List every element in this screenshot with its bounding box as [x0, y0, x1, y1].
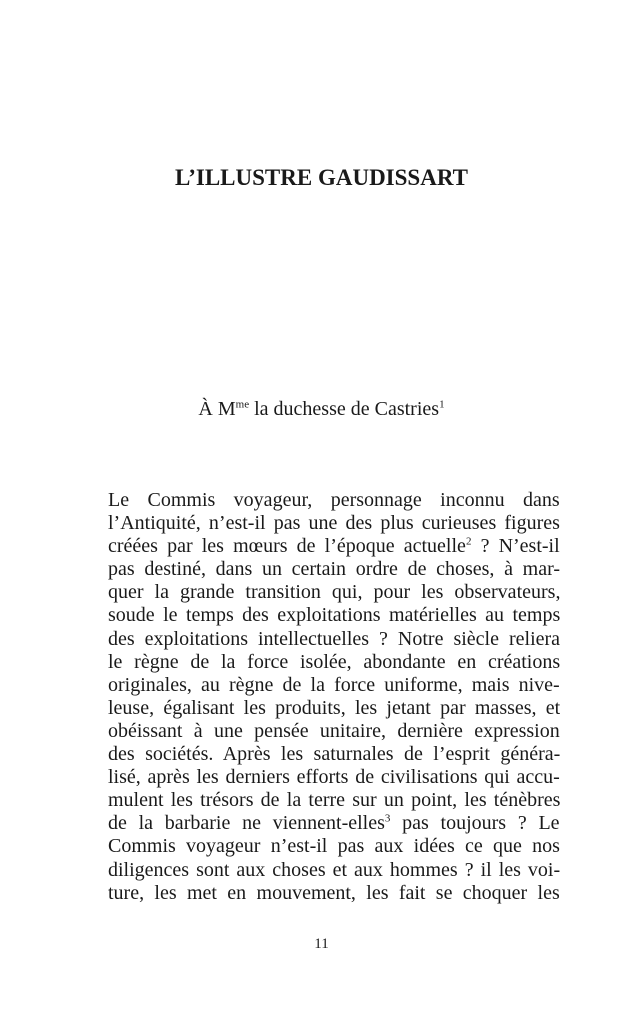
footnote-ref-2: 2	[465, 535, 472, 548]
text-line: lisé, après les derniers efforts de civilisations qui accu-	[108, 766, 560, 789]
footnote-ref-1: 1	[439, 398, 445, 411]
chapter-title: L’ILLUSTRE GAUDISSART	[175, 165, 468, 190]
text-line: diligences sont aux choses et aux hommes ? il les voi-	[108, 858, 560, 881]
dedication-superscript: me	[235, 398, 250, 411]
text-line: quer la grande transition qui, pour les observateurs,	[108, 581, 560, 604]
dedication-prefix: À M	[198, 398, 236, 420]
page-number: 11	[314, 936, 329, 952]
text-line: ture, les met en mouvement, les fait se choquer les	[108, 881, 560, 904]
text-line: de la barbarie ne viennent-elles$^3$ pas toujours ? Le	[108, 812, 560, 835]
text-line: des exploitations intellectuelles ? Notre siècle reliera	[108, 627, 560, 650]
dedication	[0, 398, 643, 421]
text-line: Commis voyageur n’est-il pas aux idées ce que nos	[108, 835, 560, 858]
text-line: leuse, égalisant les produits, les jetant par masses, et	[108, 696, 560, 719]
text-line: originales, au règne de la force uniforme, mais nive-	[108, 673, 560, 696]
text-line: Le Commis voyageur, personnage inconnu dans	[108, 489, 560, 511]
text-line: mulent les trésors de la terre sur un point, les ténèbres	[108, 789, 560, 812]
text-line: l’Antiquité, n’est-il pas une des plus curieuses figures	[108, 512, 560, 535]
text-line: pas destiné, dans un certain ordre de choses, à mar-	[108, 558, 560, 581]
footnote-ref-3: 3	[384, 812, 391, 825]
body-paragraph	[108, 489, 560, 905]
text-line: obéissant à une pensée unitaire, dernière expression	[108, 719, 560, 742]
text-line: des sociétés. Après les saturnales de l’esprit généra-	[108, 743, 560, 766]
text-line: le règne de la force isolée, abondante en créations	[108, 650, 560, 673]
text-line: soude le temps des exploitations matérielles au temps	[108, 604, 560, 627]
text-line: créées par les mœurs de l’époque actuelle$^2$ ? N’est-il	[108, 535, 560, 558]
dedication-text: la duchesse de Castries	[249, 398, 440, 420]
